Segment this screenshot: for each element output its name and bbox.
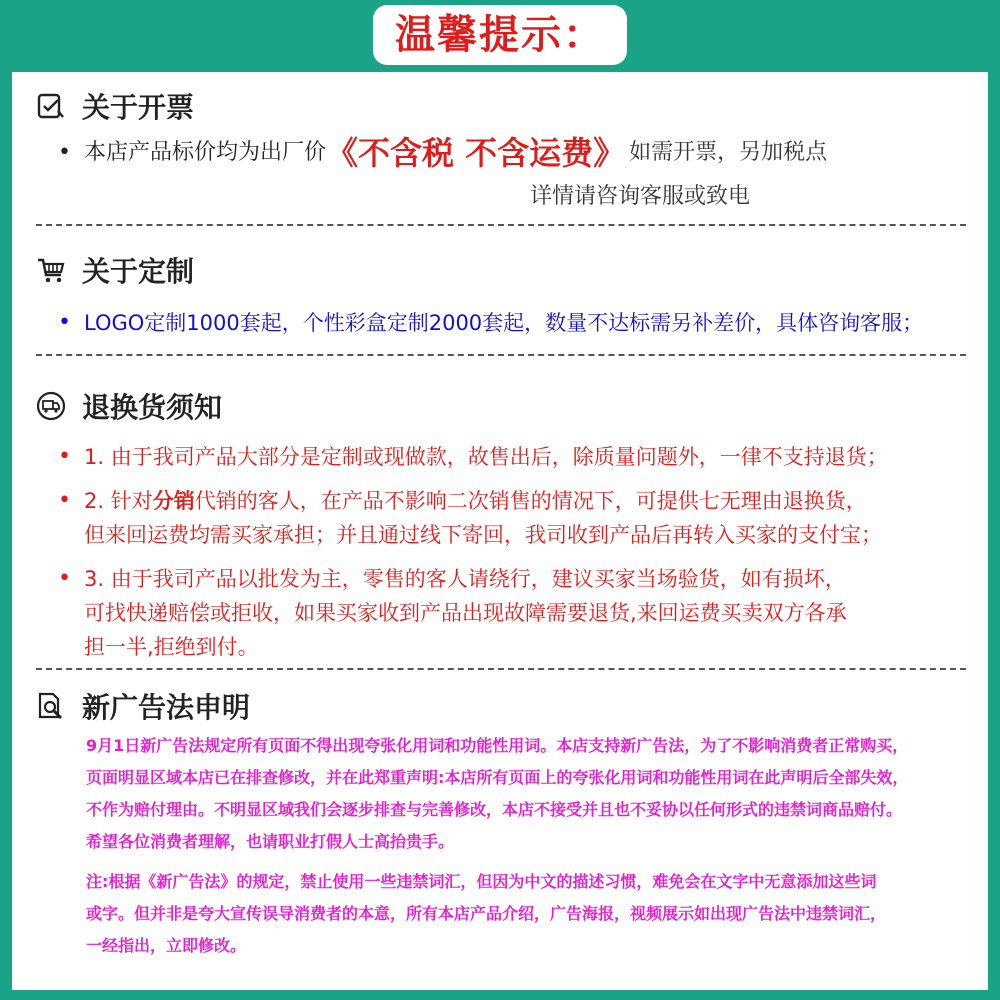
header-title: 温馨提示：	[373, 5, 627, 65]
adlaw-p2-line: 或字。但并非是夸大宣传误导消费者的本意，所有本店产品介绍，广告海报，视频展示如出现广告法中违禁词汇，	[86, 904, 887, 923]
divider	[36, 224, 966, 226]
bullet: •	[58, 310, 71, 335]
divider	[36, 668, 966, 670]
adlaw-paragraph-1	[86, 730, 908, 858]
returns-item-3-line1: 3. 由于我司产品以批发为主，零售的客人请绕行，建议买家当场验货，如有损坏，	[84, 567, 846, 591]
invoice-line-post: 如需开票，另加税点	[629, 140, 828, 165]
invoice-highlight: 《不含税 不含运费》	[326, 134, 626, 172]
custom-text: LOGO定制1000套起，个性彩盒定制2000套起，数量不达标需另补差价，具体咨询客服；	[84, 311, 924, 335]
returns-item-2-bold: 分销	[152, 489, 195, 513]
adlaw-p2-line: 一经指出，立即修改。	[86, 936, 247, 955]
custom-line	[58, 306, 923, 340]
adlaw-p1-line: 不作为赔付理由。不明显区域我们会逐步排查与完善修改，本店不接受并且也不妥协以任何形式的违禁词商品赔付。	[86, 800, 903, 819]
custom-section-title	[36, 250, 194, 290]
returns-section-title	[36, 386, 222, 426]
returns-item-2-pre: 2. 针对	[84, 489, 153, 513]
returns-title: 退换货须知	[82, 391, 223, 424]
returns-item-2	[58, 484, 882, 552]
adlaw-title: 新广告法申明	[82, 691, 251, 724]
bullet: •	[58, 566, 71, 591]
bullet: •	[58, 488, 71, 513]
custom-title: 关于定制	[82, 255, 195, 288]
invoice-title: 关于开票	[82, 91, 195, 124]
returns-item-3	[58, 562, 847, 664]
returns-item-3-line3: 担一半,拒绝到付。	[84, 635, 259, 659]
returns-item-1	[58, 440, 888, 474]
adlaw-p1-line: 希望各位消费者理解，也请职业打假人士高抬贵手。	[86, 832, 455, 851]
invoice-line-pre: 本店产品标价均为出厂价	[84, 140, 327, 165]
adlaw-p1-line: 页面明显区域本店已在排查修改，并在此郑重声明:本店所有页面上的夸张化用词和功能性用词在此声明后全部失效，	[86, 768, 909, 787]
document-search-icon	[36, 691, 66, 721]
returns-item-1-text: 1. 由于我司产品大部分是定制或现做款，故售出后，除质量问题外，一律不支持退货；	[84, 445, 888, 469]
returns-item-3-line2: 可找快递赔偿或拒收，如果买家收到产品出现故障需要退货,来回运费买卖双方各承	[84, 601, 847, 625]
invoice-line	[58, 136, 827, 170]
adlaw-paragraph-2	[86, 866, 886, 962]
header-banner	[0, 0, 1000, 70]
returns-item-2-line2: 但来回运费均需买家承担；并且通过线下寄回，我司收到产品后再转入买家的支付宝；	[84, 523, 882, 547]
divider	[36, 354, 966, 356]
adlaw-p1-line: 9月1日新广告法规定所有页面不得出现夸张化用词和功能性用词。本店支持新广告法，为了不影响消费者正常购买，	[86, 736, 909, 755]
returns-item-2-post: 代销的客人，在产品不影响二次销售的情况下，可提供七无理由退换货，	[194, 489, 867, 513]
adlaw-section-title	[36, 686, 250, 726]
invoice-section-title	[36, 86, 194, 126]
adlaw-p2-line: 注:根据《新广告法》的规定，禁止使用一些违禁词汇，但因为中文的描述习惯，难免会在文字中无意添加这些词	[86, 872, 877, 891]
bullet: •	[58, 444, 71, 469]
shopping-cart-icon	[36, 255, 66, 285]
bullet: •	[58, 140, 71, 165]
invoice-line2: 详情请咨询客服或致电	[530, 184, 751, 209]
delivery-truck-icon	[36, 391, 66, 421]
invoice-check-icon	[36, 91, 66, 121]
notice-panel	[12, 72, 988, 990]
